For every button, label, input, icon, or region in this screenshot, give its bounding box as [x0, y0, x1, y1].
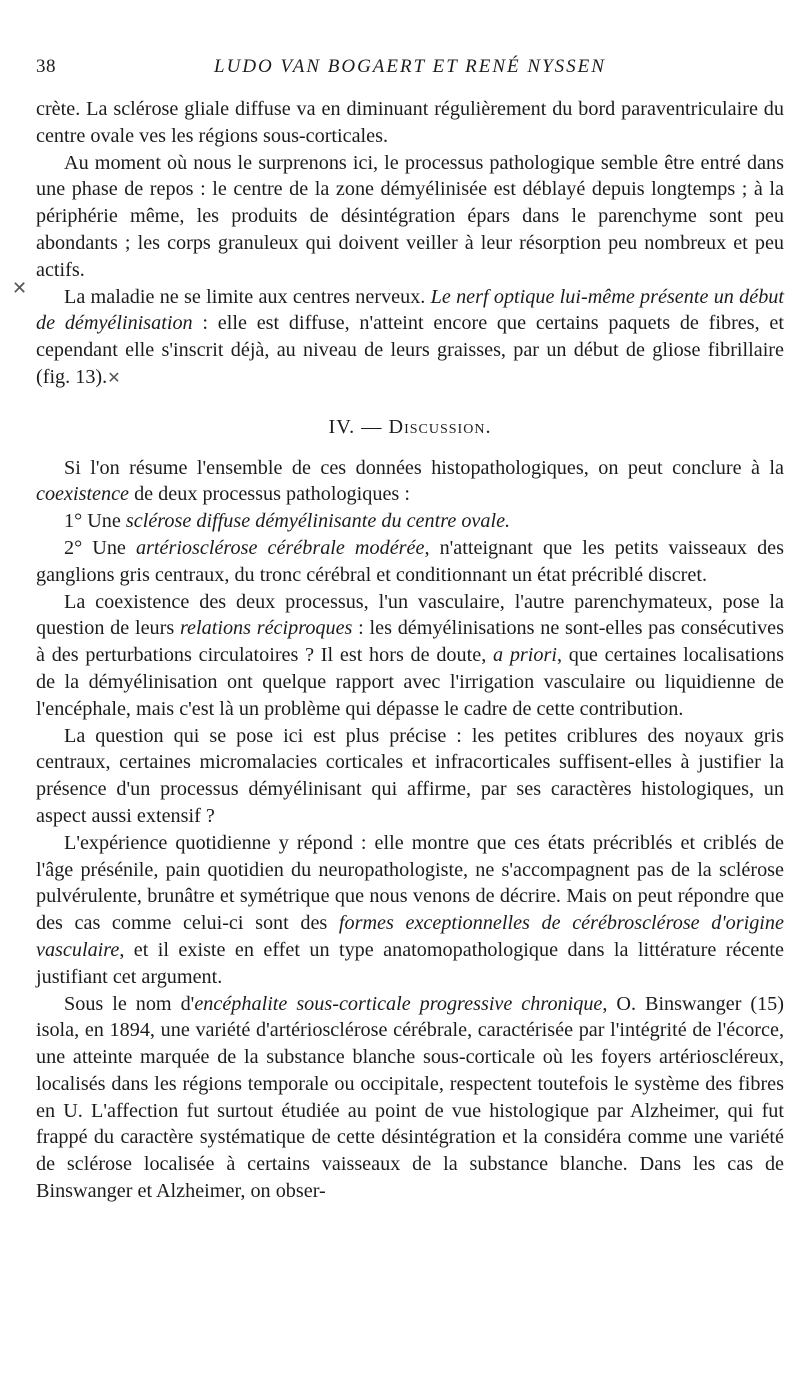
paragraph-6-text-c: , n'atteignant que les petits vaisseaux des ganglions gris centraux, du tronc cérébral et conditionnant un état précriblé discret. [36, 536, 784, 586]
page-number: 38 [36, 56, 56, 77]
paragraph-7-text-a: La coexistence des deux processus, l'un vasculaire, l'autre parenchymateux, pose la question de leurs [36, 590, 784, 640]
paragraph-3-text-a: La maladie ne se limite aux centres nerveux. [64, 285, 431, 308]
section-heading: IV. — Discussion. [328, 415, 492, 438]
paragraph-3-text-c: : elle est diffuse, n'atteint encore que certains paquets de fibres, et cependant elle s'inscrit déjà, au niveau de leurs graisses, par un début de gliose fibrillaire (fig. 13). [36, 312, 784, 388]
paragraph-10-text-a: Sous le nom d' [64, 992, 195, 1015]
paragraph-1: crète. La sclérose gliale diffuse va en diminuant régulièrement du bord paraventriculaire du centre ovale ves les régions sous-corticales. [36, 98, 784, 147]
paragraph-4-text-c: de deux processus pathologiques : [129, 483, 410, 506]
paragraph-4-italic: coexistence [36, 483, 130, 506]
paragraph-5 [36, 508, 784, 535]
pencil-mark-inline: ✕ [107, 367, 121, 387]
paragraph-10 [36, 991, 784, 1205]
paragraph-2: Au moment où nous le surprenons ici, le processus pathologique semble être entré dans une phase de repos : le centre de la zone démyélinisée est déblayé depuis longtemps ; à la périphérie même, les produits de désintégration épars dans le parenchyme sont peu abondants ; les corps granuleux qui doivent veiller à leur résorption peu nombreux et peu actifs. [36, 151, 784, 281]
paragraph-5-italic: sclérose diffuse démyélinisante du centre ovale. [125, 510, 511, 533]
paragraph-7-text-c: : les démyélinisations ne sont-elles pas consécutives à des perturbations circulatoires ? Il est hors de doute, [36, 617, 784, 667]
paragraph-7-italic-b: relations réciproques [179, 617, 353, 640]
pencil-mark-margin: ✕ [12, 278, 28, 299]
paragraph-7-text-e: , que certaines localisations de la démyélinisation ont quelque rapport avec l'irrigation vasculaire ou liquidienne de l'encéphale, mais c'est là un problème qui dépasse le cadre de cette contribution. [36, 644, 784, 720]
paragraph-4-text-a: Si l'on résume l'ensemble de ces données histopathologiques, on peut conclure à la [64, 456, 784, 479]
paragraph-6-italic: artériosclérose cérébrale modérée [135, 536, 425, 559]
paragraph-6 [36, 535, 784, 589]
paragraph-9-italic: formes exceptionnelles de cérébrosclérose d'origine vasculaire [36, 912, 784, 961]
running-head: LUDO VAN BOGAERT ET RENÉ NYSSEN [214, 56, 606, 77]
paragraph-8: La question qui se pose ici est plus précise : les petites criblures des noyaux gris centraux, certaines micromalacies corticales et infracorticales suffisent-elles à justifier la présence d'un processus démyélinisant qui affirme, par ses caractères histologiques, un aspect aussi extensif ? [36, 724, 784, 827]
paragraph-3 [36, 284, 784, 392]
body-text [36, 96, 784, 1205]
paragraph-5-text-a: 1° Une [64, 510, 126, 533]
paragraph-9-text-c: , et il existe en effet un type anatomopathologique dans la littérature récente justifiant cet argument. [36, 938, 784, 988]
paragraph-4 [36, 455, 784, 509]
paragraph-7 [36, 589, 784, 723]
paragraph-3-italic: Le nerf optique lui-même présente un début de démyélinisation [36, 285, 784, 335]
paragraph-10-text-c: , O. Binswanger (15) isola, en 1894, une variété d'artériosclérose cérébrale, caractérisée par l'intégrité de l'écorce, une atteinte marquée de la substance blanche sous-corticale où les foyers artérioscléreux, localisés dans les régions temporale ou occipitale, respectent toutefois le système des fibres en U. L'affection fut surtout étudiée au point de vue histologique par Alzheimer, qui fut frappé du caractère systématique de cette désintégration et la considéra comme une variété de sclérose localisée à certains vaisseaux de la substance blanche. Dans les cas de Binswanger et Alzheimer, on obser- [36, 992, 784, 1203]
page [36, 56, 784, 1205]
paragraph-9-text-a: L'expérience quotidienne y répond : elle montre que ces états précriblés et criblés de l'âge présénile, pain quotidien du neuropathologiste, ne s'accompagnent pas de la sclérose pulvérulente, brunâtre et symétrique que nous venons de décrire. Mais on peut répondre que des cas comme celui-ci sont des [36, 831, 784, 935]
paragraph-9 [36, 830, 784, 991]
page-header [36, 56, 784, 96]
paragraph-10-italic: encéphalite sous-corticale progressive chronique [194, 992, 603, 1015]
paragraph-6-text-a: 2° Une [64, 536, 136, 559]
paragraph-7-italic-d: a priori [492, 644, 557, 667]
